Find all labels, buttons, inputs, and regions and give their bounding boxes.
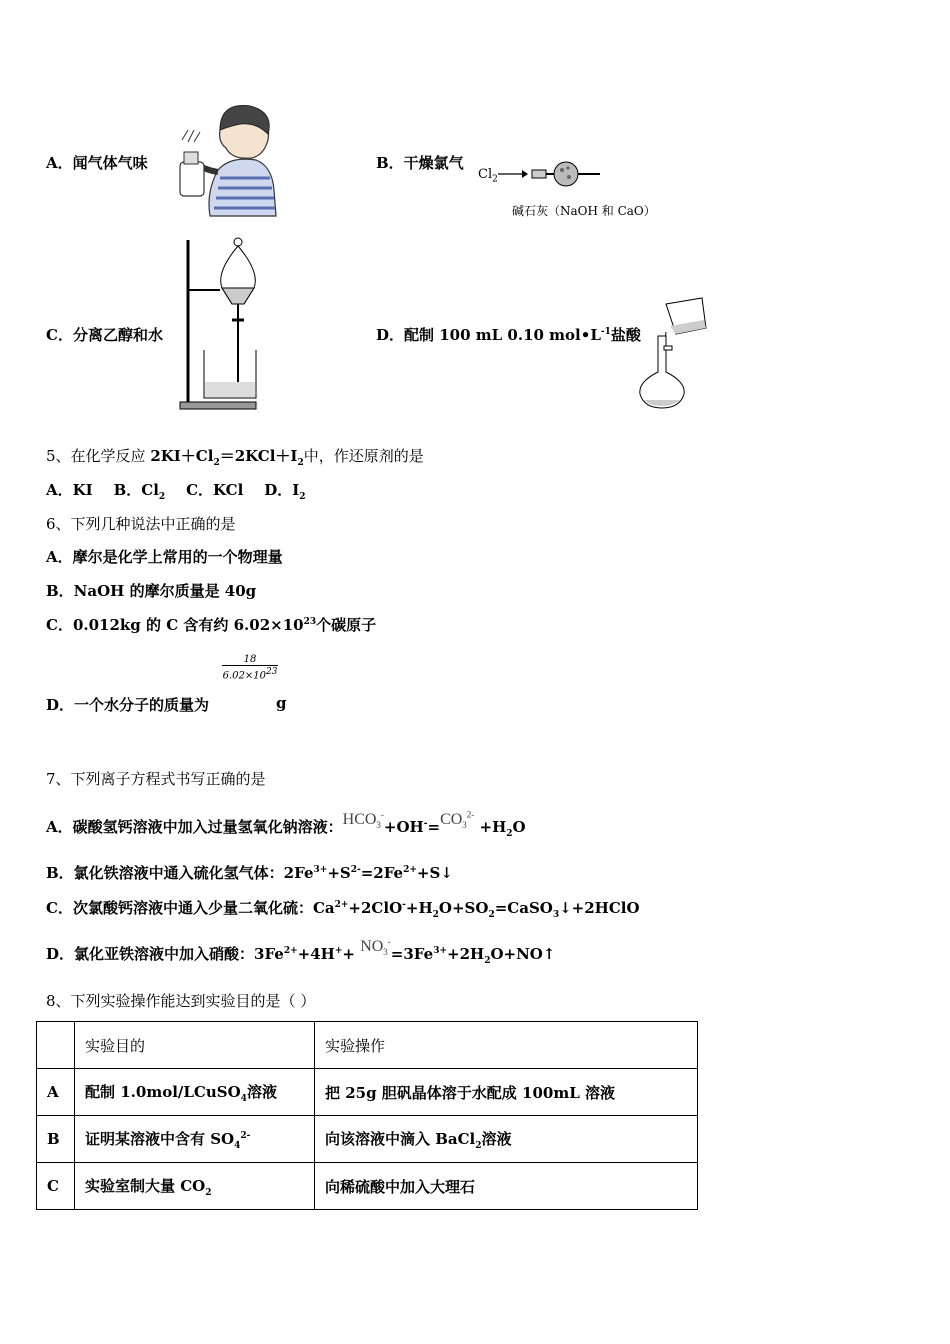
q5-option-c[interactable]: C．KCl [186,481,244,499]
chlorine-gas-label: $Cl_2$ [478,167,498,185]
experiment-table [36,1021,698,1210]
q5-option-b[interactable]: B．$Cl_2$ [113,481,166,502]
table-row [37,1069,698,1116]
q6-fraction: 18 $6.02\times 10^{23}$ [222,654,278,682]
q7-stem: 7、下列离子方程式书写正确的是 [46,770,266,788]
table-row [37,1163,698,1210]
row-purpose: 证明某溶液中含有 $SO_4^{2-}$ [75,1116,315,1163]
row-key: B [37,1116,75,1163]
q4-option-c-label: C．分离乙醇和水 [46,326,163,344]
row-purpose: 配制 1.0mol/LCuSO$_4$溶液 [75,1069,315,1116]
q5-options [46,479,305,502]
separatory-funnel-figure [178,232,262,412]
q6-option-c[interactable]: C．0.012kg 的 C 含有约 $6.02\times 10^{23}$个碳原子 [46,616,377,634]
q4-option-d-label: D．配制 100 mL 0.10 $mol•L^{-1}$盐酸 [376,326,641,344]
q5-stem: 5、在化学反应 $2KI+Cl_2=2KCl+I_2$中，作还原剂的是 [46,447,424,468]
q7-option-c[interactable]: C．次氯酸钙溶液中通入少量二氧化硫：$Ca^{2+}+2ClO^-+H_2O+SO_2=CaSO_3↓+2HClO$ [46,899,640,920]
header-cell-operation: 实验操作 [315,1022,698,1069]
table-row [37,1116,698,1163]
q4-option-a-label: A．闻气体气味 [46,154,148,172]
row-operation: 把 25g 胆矾晶体溶于水配成 100mL 溶液 [315,1069,698,1116]
q5-option-d[interactable]: D．$I_2$ [264,481,306,502]
drying-tube-figure [496,158,606,192]
q4-option-b-label: B．干燥氯气 [376,154,464,172]
header-cell-key [37,1022,75,1069]
q6-option-d-unit: g [276,694,287,712]
q5-option-a[interactable]: A．KI [46,481,93,499]
q6-option-b[interactable]: B．NaOH 的摩尔质量是 40g [46,582,257,600]
q6-stem: 6、下列几种说法中正确的是 [46,515,236,533]
q6-option-a[interactable]: A．摩尔是化学上常用的一个物理量 [46,548,283,566]
volumetric-flask-figure [636,296,710,412]
q6-option-d[interactable]: D．一个水分子的质量为 [46,696,210,714]
row-operation: 向该溶液中滴入 BaCl$_2$溶液 [315,1116,698,1163]
header-cell-purpose: 实验目的 [75,1022,315,1069]
boy-smelling-figure [160,100,280,220]
table-header-row [37,1022,698,1069]
soda-lime-caption: 碱石灰（NaOH 和 CaO） [512,204,656,218]
row-key: A [37,1069,75,1116]
q7-option-b[interactable]: B．氯化铁溶液中通入硫化氢气体：$2Fe^{3+}+S^{2-}=2Fe^{2+}+S↓$ [46,864,453,882]
q8-stem: 8、下列实验操作能达到实验目的是（ ） [46,992,316,1010]
q7-option-a[interactable]: A．碳酸氢钙溶液中加入过量氢氧化钠溶液：$HCO_3^-+OH^-=CO_3^{2-} +H_2O$ [46,809,526,839]
row-purpose: 实验室制大量 $CO_2$ [75,1163,315,1210]
q7-option-d[interactable]: D．氯化亚铁溶液中加入硝酸：$3Fe^{2+}+4H^++$ $NO_3^-=3Fe^{3+}+2H_2O+NO↑$ [46,936,556,966]
row-operation: 向稀硫酸中加入大理石 [315,1163,698,1210]
row-key: C [37,1163,75,1210]
